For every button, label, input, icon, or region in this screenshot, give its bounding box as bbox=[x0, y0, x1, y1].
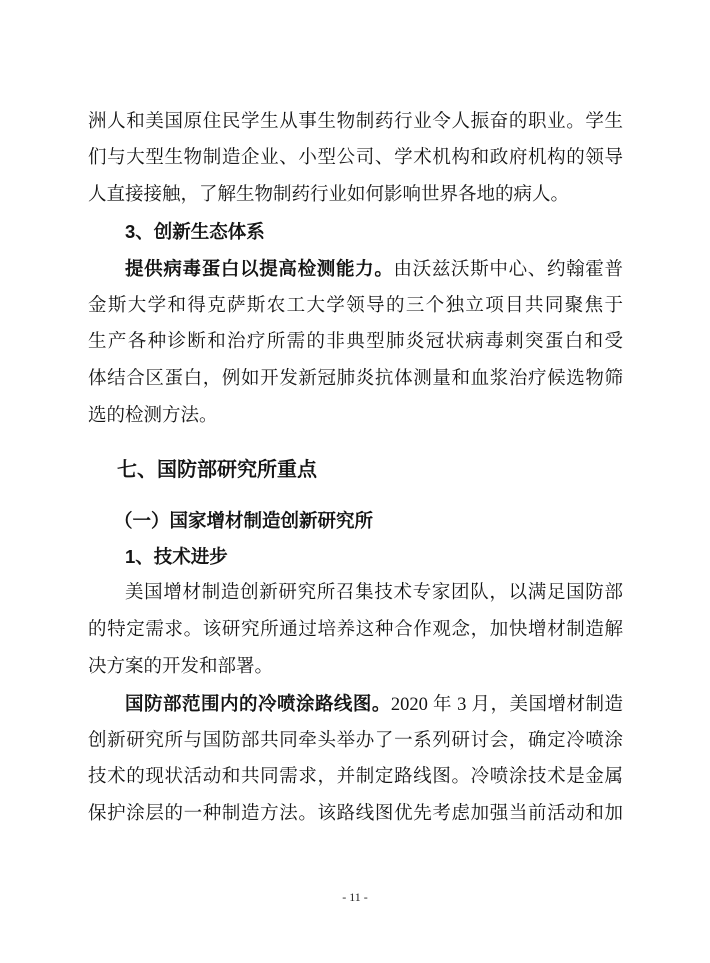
body-line: 技术的现状活动和共同需求，并制定路线图。冷喷涂技术是金属 bbox=[88, 767, 623, 788]
body-line: 创新研究所与国防部共同牵头举办了一系列研讨会，确定冷喷涂 bbox=[88, 730, 623, 751]
bold-lead-text: 提供病毒蛋白以提高检测能力。 bbox=[125, 257, 394, 279]
page-body bbox=[88, 104, 623, 833]
chapter-heading: 七、国防部研究所重点 bbox=[117, 458, 317, 481]
bold-lead-text: 国防部范围内的冷喷涂路线图。 bbox=[125, 692, 391, 714]
body-line: 体结合区蛋白，例如开发新冠肺炎抗体测量和血浆治疗候选物筛 bbox=[88, 369, 623, 390]
body-line: 洲人和美国原住民学生从事生物制药行业令人振奋的职业。学生 bbox=[88, 111, 623, 132]
body-line: 的特定需求。该研究所通过培养这种合作观念，加快增材制造解 bbox=[88, 620, 623, 641]
body-line: 生产各种诊断和治疗所需的非典型肺炎冠状病毒刺突蛋白和受 bbox=[88, 332, 623, 353]
page-number: - 11 - bbox=[342, 890, 368, 904]
body-text: 由沃兹沃斯中心、约翰霍普 bbox=[393, 259, 623, 280]
body-line: 金斯大学和得克萨斯农工大学领导的三个独立项目共同聚焦于 bbox=[88, 295, 623, 316]
body-line: 人直接接触，了解生物制药行业如何影响世界各地的病人。 bbox=[88, 185, 570, 206]
body-line: 决方案的开发和部署。 bbox=[88, 656, 274, 677]
sub-heading: （一）国家增材制造创新研究所 bbox=[114, 510, 374, 532]
body-line: 保护涂层的一种制造方法。该路线图优先考虑加强当前活动和加 bbox=[88, 804, 623, 825]
body-line: 们与大型生物制造企业、小型公司、学术机构和政府机构的领导 bbox=[88, 148, 623, 169]
section-heading: 3、创新生态体系 bbox=[125, 220, 265, 242]
section-heading: 1、技术进步 bbox=[125, 545, 228, 567]
body-line: 选的检测方法。 bbox=[88, 405, 218, 426]
paragraph-first-line: 美国增材制造创新研究所召集技术专家团队，以满足国防部 bbox=[125, 583, 623, 604]
paragraph-first-line bbox=[88, 686, 623, 723]
body-text: 2020 年 3 月，美国增材制造 bbox=[390, 694, 623, 715]
paragraph-first-line bbox=[88, 251, 623, 288]
